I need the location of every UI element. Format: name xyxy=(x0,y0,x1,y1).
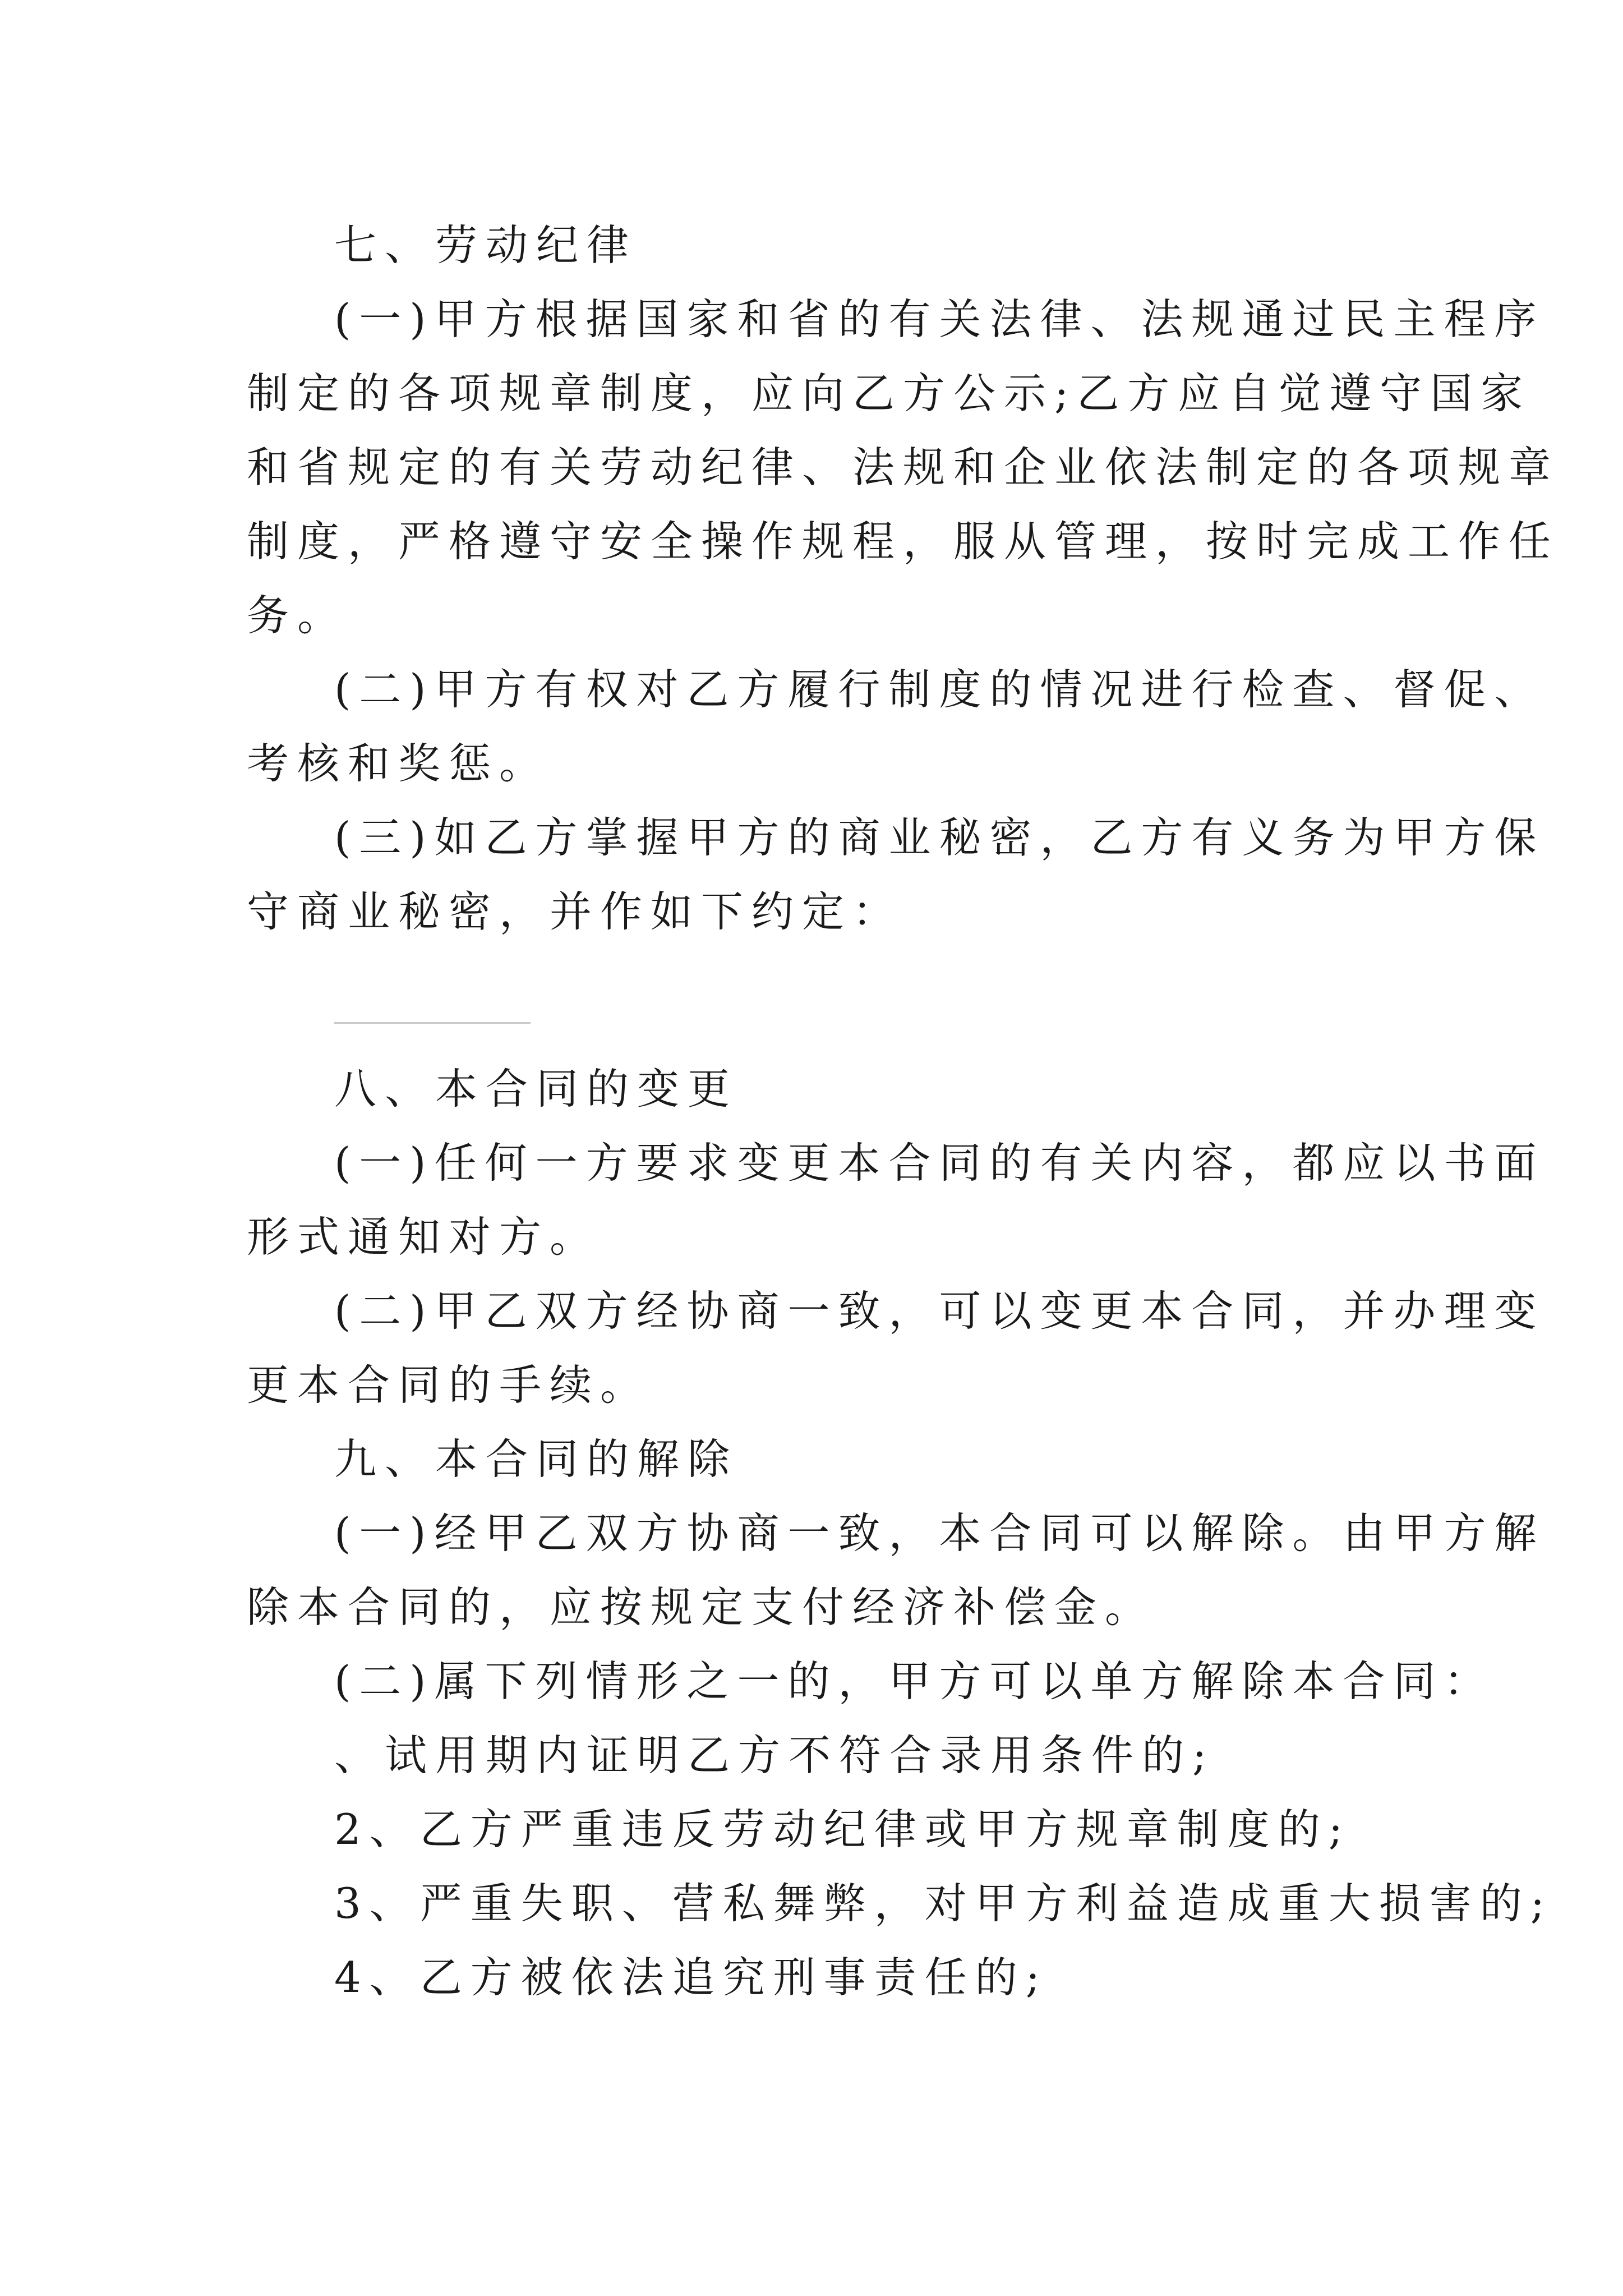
section-9-para-1-line-1: (一)经甲乙双方协商一致，本合同可以解除。由甲方解 xyxy=(334,1508,1545,1558)
section-7-para-1-line-3: 和省规定的有关劳动纪律、法规和企业依法制定的各项规章 xyxy=(247,443,1560,492)
section-7-para-1-line-1: (一)甲方根据国家和省的有关法律、法规通过民主程序 xyxy=(334,295,1545,344)
section-7-para-2-line-1: (二)甲方有权对乙方履行制度的情况进行检查、督促、 xyxy=(334,665,1545,714)
list-item: 3、严重失职、营私舞弊，对甲方利益造成重大损害的; xyxy=(334,1879,1553,1928)
section-8-para-1-line-1: (一)任何一方要求变更本合同的有关内容，都应以书面 xyxy=(334,1138,1545,1188)
section-8-para-2-line-1: (二)甲乙双方经协商一致，可以变更本合同，并办理变 xyxy=(334,1286,1545,1336)
section-7-para-2-line-2: 考核和奖惩。 xyxy=(247,739,550,788)
section-7-para-1-line-5: 务。 xyxy=(247,591,348,640)
section-9-para-1-line-2: 除本合同的，应按规定支付经济补偿金。 xyxy=(247,1582,1156,1632)
section-7-para-3-line-2: 守商业秘密，并作如下约定： xyxy=(247,887,903,936)
list-item: 4、乙方被依法追究刑事责任的; xyxy=(334,1953,1048,2002)
section-9-heading: 九、本合同的解除 xyxy=(334,1434,739,1484)
section-7-para-1-line-4: 制度，严格遵守安全操作规程，服从管理，按时完成工作任 xyxy=(247,517,1560,566)
section-7-heading: 七、劳动纪律 xyxy=(334,220,638,270)
list-item: 、试用期内证明乙方不符合录用条件的; xyxy=(334,1731,1215,1780)
section-9-para-2: (二)属下列情形之一的，甲方可以单方解除本合同： xyxy=(334,1657,1495,1706)
list-item: 2、乙方严重违反劳动纪律或甲方规章制度的; xyxy=(334,1805,1351,1854)
section-7-para-3-line-1: (三)如乙方掌握甲方的商业秘密，乙方有义务为甲方保 xyxy=(334,813,1545,862)
section-8-para-1-line-2: 形式通知对方。 xyxy=(247,1212,601,1262)
section-separator xyxy=(334,1022,531,1024)
section-7-para-1-line-2: 制定的各项规章制度，应向乙方公示;乙方应自觉遵守国家 xyxy=(247,369,1532,418)
section-8-heading: 八、本合同的变更 xyxy=(334,1064,739,1114)
section-8-para-2-line-2: 更本合同的手续。 xyxy=(247,1360,651,1410)
